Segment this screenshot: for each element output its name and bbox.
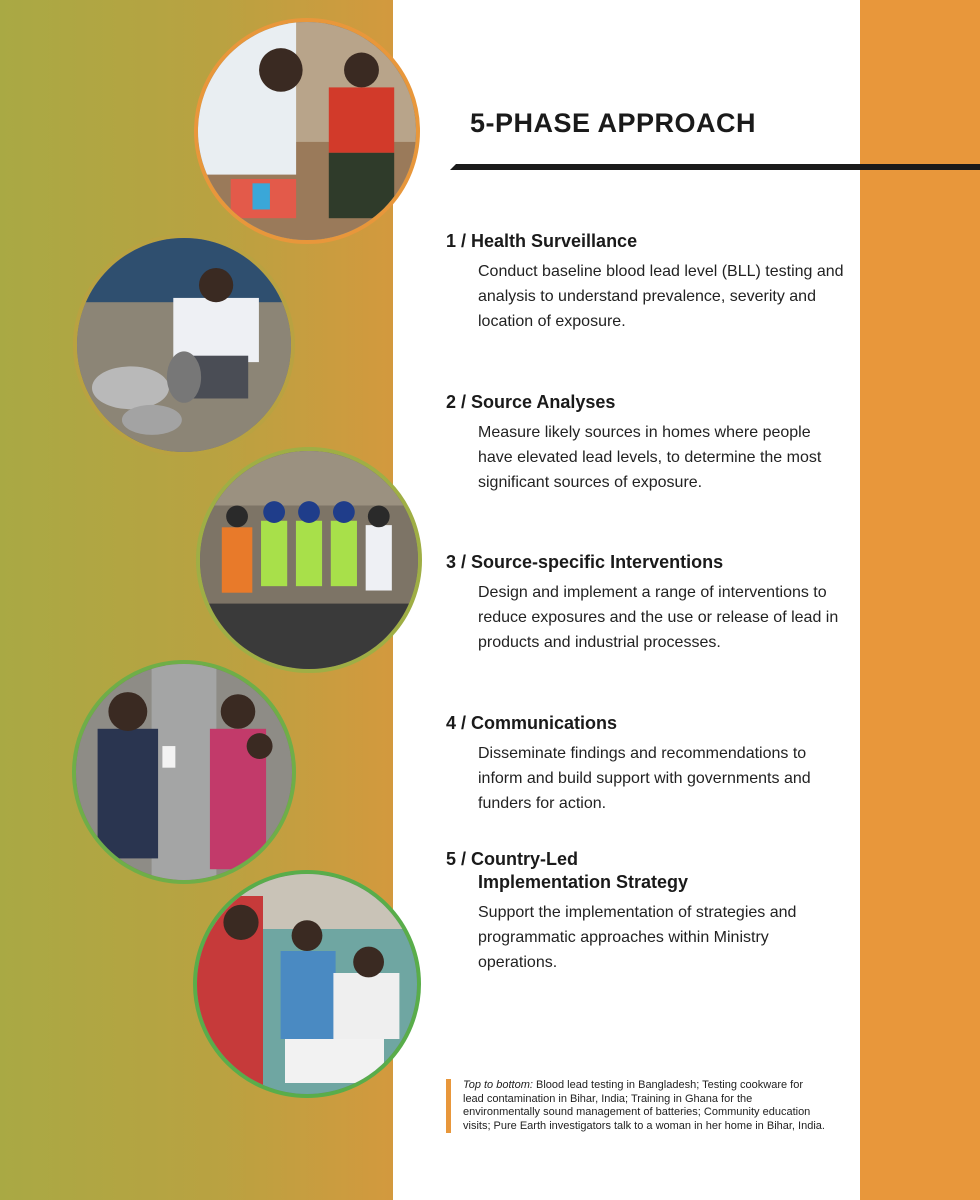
phase-3 [446, 551, 846, 655]
phase-1 [446, 230, 846, 334]
phase-2-description: Measure likely sources in homes where people have elevated lead levels, to determine the most significant sources of exposure. [478, 424, 822, 491]
phase-5 [446, 848, 846, 975]
caption-lead: Top to bottom: [463, 1079, 533, 1091]
phase-5-heading-line-2: Implementation Strategy [478, 872, 689, 892]
phase-5-description: Support the implementation of strategies and programmatic approaches within Ministry operations. [478, 904, 797, 971]
phase-3-description: Design and implement a range of interventions to reduce exposures and the use or release of lead in products and industrial processes. [478, 584, 839, 651]
phase-3-heading: 3 / Source-specific Interventions [446, 552, 724, 572]
phase-4-description: Disseminate findings and recommendations to inform and build support with governments and funders for action. [478, 745, 811, 812]
phase-2-heading: 2 / Source Analyses [446, 392, 616, 412]
photo-caption [446, 1079, 826, 1133]
battery-training-photo [196, 447, 422, 673]
phase-4 [446, 712, 846, 816]
blood-lead-testing-photo [194, 18, 420, 244]
cookware-testing-photo [73, 234, 295, 456]
phase-5-heading-line-1: 5 / Country-Led [446, 849, 579, 869]
phase-4-heading: 4 / Communications [446, 713, 618, 733]
phase-1-heading: 1 / Health Surveillance [446, 231, 638, 251]
community-education-photo [72, 660, 296, 884]
page-title: 5-PHASE APPROACH [470, 108, 757, 138]
phase-2 [446, 391, 846, 495]
phase-5-heading [446, 848, 846, 894]
right-color-panel [860, 0, 980, 1200]
title-underline [450, 164, 980, 170]
caption-text: Blood lead testing in Bangladesh; Testing cookware for lead contamination in Bihar, India; Training in Ghana for the environmentally sound management of batteries; Community education visits; Pure Earth investigators talk to a woman in her home in Bihar, India. [463, 1079, 825, 1132]
phase-1-description: Conduct baseline blood lead level (BLL) testing and analysis to understand prevalence, severity and location of exposure. [478, 263, 844, 330]
investigators-interview-photo [193, 870, 421, 1098]
